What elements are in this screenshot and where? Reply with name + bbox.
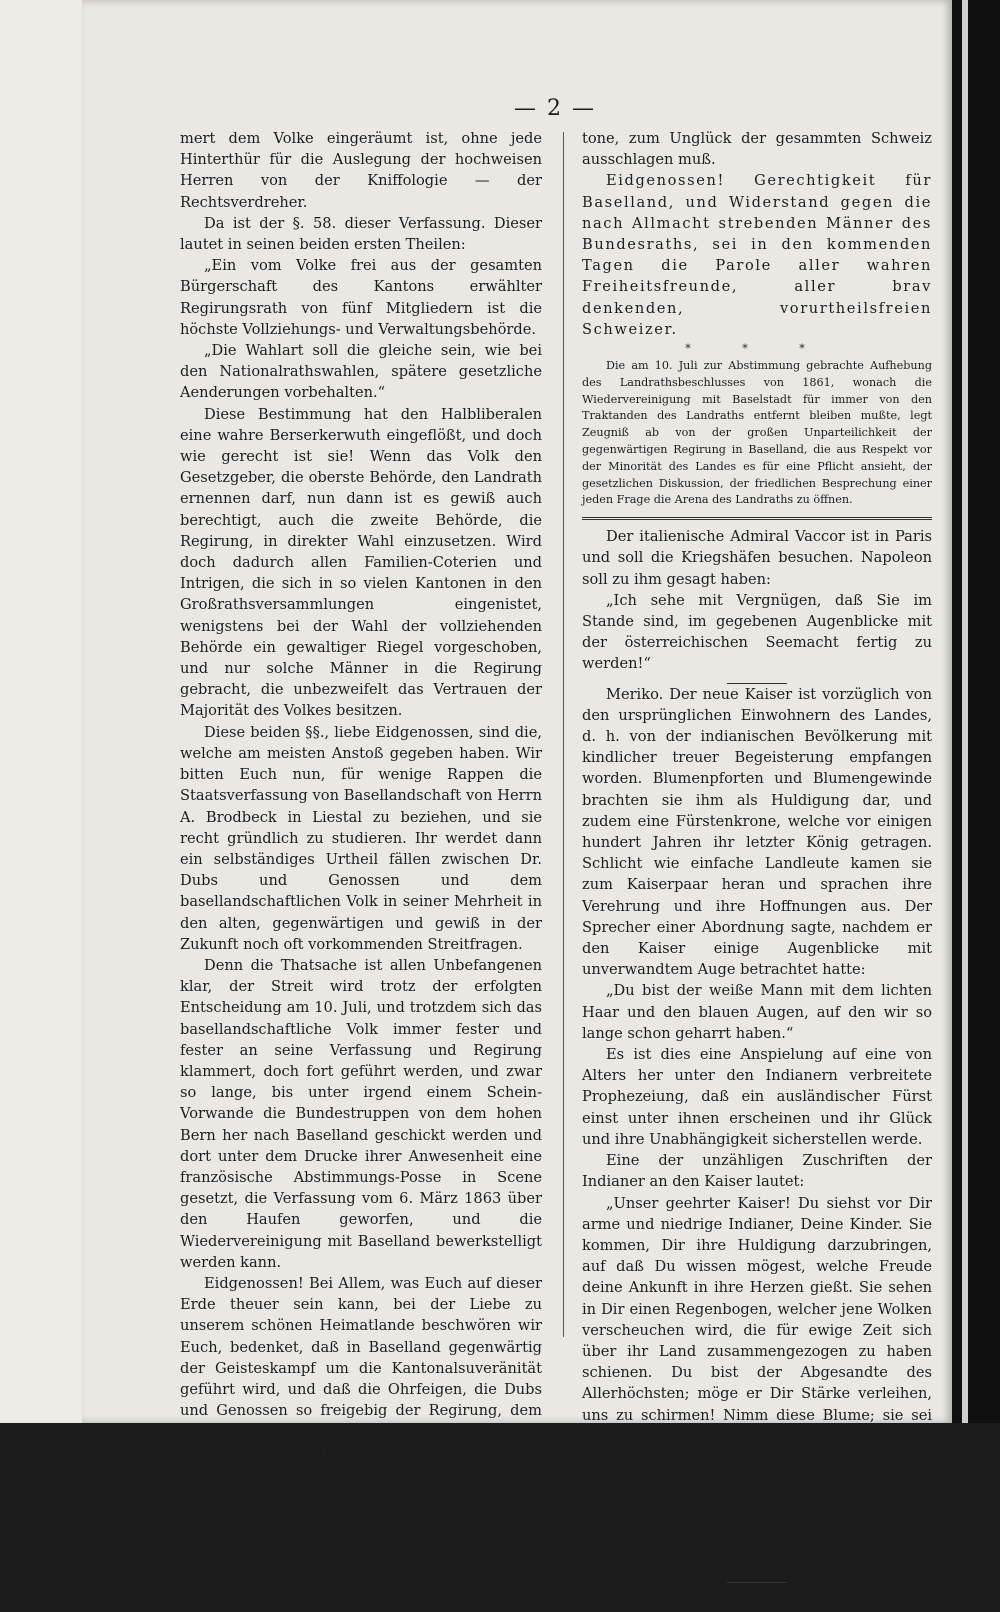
quote-paragraph: „Ich sehe mit Vergnügen, daß Sie im Stande sind, im gegebenen Augenblicke mit der österreichischen Seemacht fertig zu werden!“ — [582, 591, 932, 673]
paragraph: Diese beiden §§., liebe Eidgenossen, sind die, welche am meisten Anstoß gegeben haben. Wir bitten Euch nun, für wenige Rappen die Staatsverfassung von Basellandschaft von Herrn A. Brodbeck in Liestal zu beziehen, und sie recht gründlich zu studieren. Ihr werdet dann ein selbständiges Urtheil fällen zwischen Dr. Dubs und Genossen und dem basellandschaftlichen Volk in seiner Mehrheit in den alten, gegenwärtigen und gewiß in der Zukunft noch oft vorkommenden Streitfragen. — [180, 723, 542, 953]
appeal-paragraph: Eidgenossen! Gerechtigkeit für Baselland, und Widerstand gegen die nach Allmacht strebenden Männer des Bundesraths, sei in den kommenden Tagen die Parole aller wahren Freiheitsfreunde, aller brav denkenden, vorurtheilsfreien Schweizer. — [582, 172, 932, 338]
paragraph: Der italienische Admiral Vaccor ist in Paris und soll die Kriegshäfen besuchen. Napoleon soll zu ihm gesagt haben: — [582, 528, 932, 588]
paragraph: Meriko. Der neue Kaiser ist vorzüglich von den ursprünglichen Einwohnern des Landes, d. h. von der indianischen Bevölkerung mit kindlicher treuer Begeisterung empfangen worden. Blumenpforten und Blumengewinde brachten sie ihm als Huldigung dar, und zudem eine Fürstenkrone, welche vor einigen hundert Jahren ihr letzter König getragen. Schlicht wie einfache Landleute kamen sie zum Kaiserpaar heran und sprachen ihre Verehrung und ihre Hoffnungen aus. Der Sprecher einer Abordnung sagte, nachdem er den Kaiser einige Augenblicke mit unverwandtem Auge betrachtet hatte: — [582, 685, 932, 979]
paragraph: Eine der unzähligen Zuschriften der Indianer an den Kaiser lautet: — [582, 1152, 932, 1191]
page-number: — 2 — — [514, 96, 596, 121]
quote-paragraph: „Die Wahlart soll die gleiche sein, wie bei den Nationalrathswahlen, spätere gesetzliche Aenderungen vorbehalten.“ — [180, 342, 542, 402]
quote-paragraph: „Ein vom Volke frei aus der gesamten Bürgerschaft des Kantons erwählter Regirungsrath von fünf Mitgliedern ist die höchste Vollziehungs- und Verwaltungsbehörde. — [180, 257, 542, 338]
paragraph: Es ist dies eine Anspielung auf eine von Alters her unter den Indianern verbreitete Prophezeiung, daß ein ausländischer Fürst einst unter ihnen erscheinen und ihr Glück und ihre Unabhängigkeit sicherstellen werde. — [582, 1046, 932, 1148]
notice-paragraph: Die am 10. Juli zur Abstimmung gebrachte Aufhebung des Landrathsbeschlusses von 1861, wonach die Wiedervereinigung mit Baselstadt für immer von den Traktanden des Landraths entfernt bleiben mußte, legt Zeugniß ab von der großen Unparteilichkeit der gegenwärtigen Regirung in Baselland, die aus Respekt vor der Minorität des Landes es für eine Pflicht ansieht, der gesetzlichen Diskussion, der friedlichen Besprechung einer jeden Frage die Arena des Landraths zu öffnen. — [582, 359, 932, 507]
paragraph: Eidgenossen! Bei Allem, was Euch auf dieser Erde theuer sein kann, bei der Liebe zu unserem schönen Heimatlande beschwören wir Euch, bedenket, daß in Baselland gegenwärtig der Geisteskampf um die Kantonalsuveränität geführt wird, und daß die Ohrfeigen, die Dubs und Genossen so freigebig der Regirung, dem Volke eines kleinen Kantons ertheilen, von Euch stillschweigend gut geheißen werden, weil Ihr zum Theil von einer verdorbenen gar wohl bezahlten Presse irre geleitet seid; bedenket, daß diese Ohrfeigen Euch unsägliche Nachtheile für die eigene Suveränität bereiten und Präcedenzfälle schaffen helfen, die dem Bundesrathe eine unerhörte Allmacht nach und nach zuführen, die zum Schaden der Kan- — [180, 1274, 542, 1611]
quote-paragraph: „Du bist der weiße Mann mit dem lichten Haar und den blauen Augen, auf den wir so lange schon geharrt haben.“ — [582, 982, 932, 1042]
section-rule — [582, 517, 932, 520]
section-stars: * * * — [685, 342, 829, 356]
paragraph: Diese Bestimmung hat den Halbliberalen eine wahre Berserkerwuth eingeflößt, und doch wie gerecht ist sie! Wenn das Volk den Gesetzgeber, die oberste Behörde, den Landrath ernennen darf, nun dann ist es gewiß auch berechtigt, auch die zweite Behörde, die Regirung, in direkter Wahl einzusetzen. Wird doch dadurch allen Familien-Coterien und Intrigen, die sich in so vielen Kantonen in den Großrathsversammlungen eingenistet, wenigstens bei der Wahl der vollziehenden Behörde ein gewaltiger Riegel vorgeschoben, und nur solche Männer in die Regirung gebracht, die unbezweifelt das Vertrauen der Majorität des Volkes besitzen. — [180, 405, 542, 720]
paragraph: Denn die Thatsache ist allen Unbefangenen klar, der Streit wird trotz der erfolgten Entscheidung am 10. Juli, und trotzdem sich das basellandschaftliche Volk immer fester und fester an seine Verfassung und Regirung klammert, doch fort geführt werden, und zwar so lange, bis unter irgend einem Schein-Vorwande die Bundestruppen von dem hohen Bern her nach Baselland geschickt werden und dort unter dem Drucke ihrer Anwesenheit eine französische Abstimmungs-Posse in Scene gesetzt, die Verfassung vom 6. März 1863 über den Haufen geworfen, und die Wiedervereinigung mit Baselland bewerkstelligt werden kann. — [180, 956, 542, 1271]
paragraph: Die alte Prophezeiung kommt dem Kaiser gut zu Statten; wenn er seine Regirung auf das Vertrauen und die Kraft seiner 5 Millionen Indianer zu stützen sucht, so wird es ihm so bös nicht ergehen. — [582, 1470, 932, 1572]
end-rule — [727, 1582, 787, 1583]
scan-margin-left — [0, 0, 82, 1423]
paragraph: Da ist der §. 58. dieser Verfassung. Dieser lautet in seinen beiden ersten Theilen: — [180, 214, 542, 254]
right-column — [582, 128, 932, 1583]
paragraph: mert dem Volke eingeräumt ist, ohne jede Hinterthür für die Auslegung der hochweisen Herren von der Kniffologie — der Rechtsverdreher. — [180, 130, 542, 211]
column-divider — [563, 132, 564, 1337]
quote-paragraph: „Unser geehrter Kaiser! Du siehst vor Dir arme und niedrige Indianer, Deine Kinder. Sie kommen, Dir ihre Huldigung darzubringen, auf daß Du wissen mögest, welche Freude deine Ankunft in ihre Herzen gießt. Sie sehen in Dir einen Regenbogen, welcher jene Wolken verscheuchen wird, die für ewige Zeit sich über ihr Land zusammengezogen zu haben schienen. Du bist der Abgesandte des Allerhöchsten; möge er Dir Stärke verleihen, uns zu schirmen! Nimm diese Blume; sie sei ein Beweis unserer Liebe. Deine Kinder von Naranjal bringen sie Dir dar.“ — [582, 1194, 932, 1466]
continuation-paragraph: tone, zum Unglück der gesammten Schweiz ausschlagen muß. — [582, 130, 932, 169]
left-column — [180, 128, 542, 1612]
scan-border-right — [952, 0, 1000, 1423]
page-edge-strip — [962, 0, 968, 1423]
